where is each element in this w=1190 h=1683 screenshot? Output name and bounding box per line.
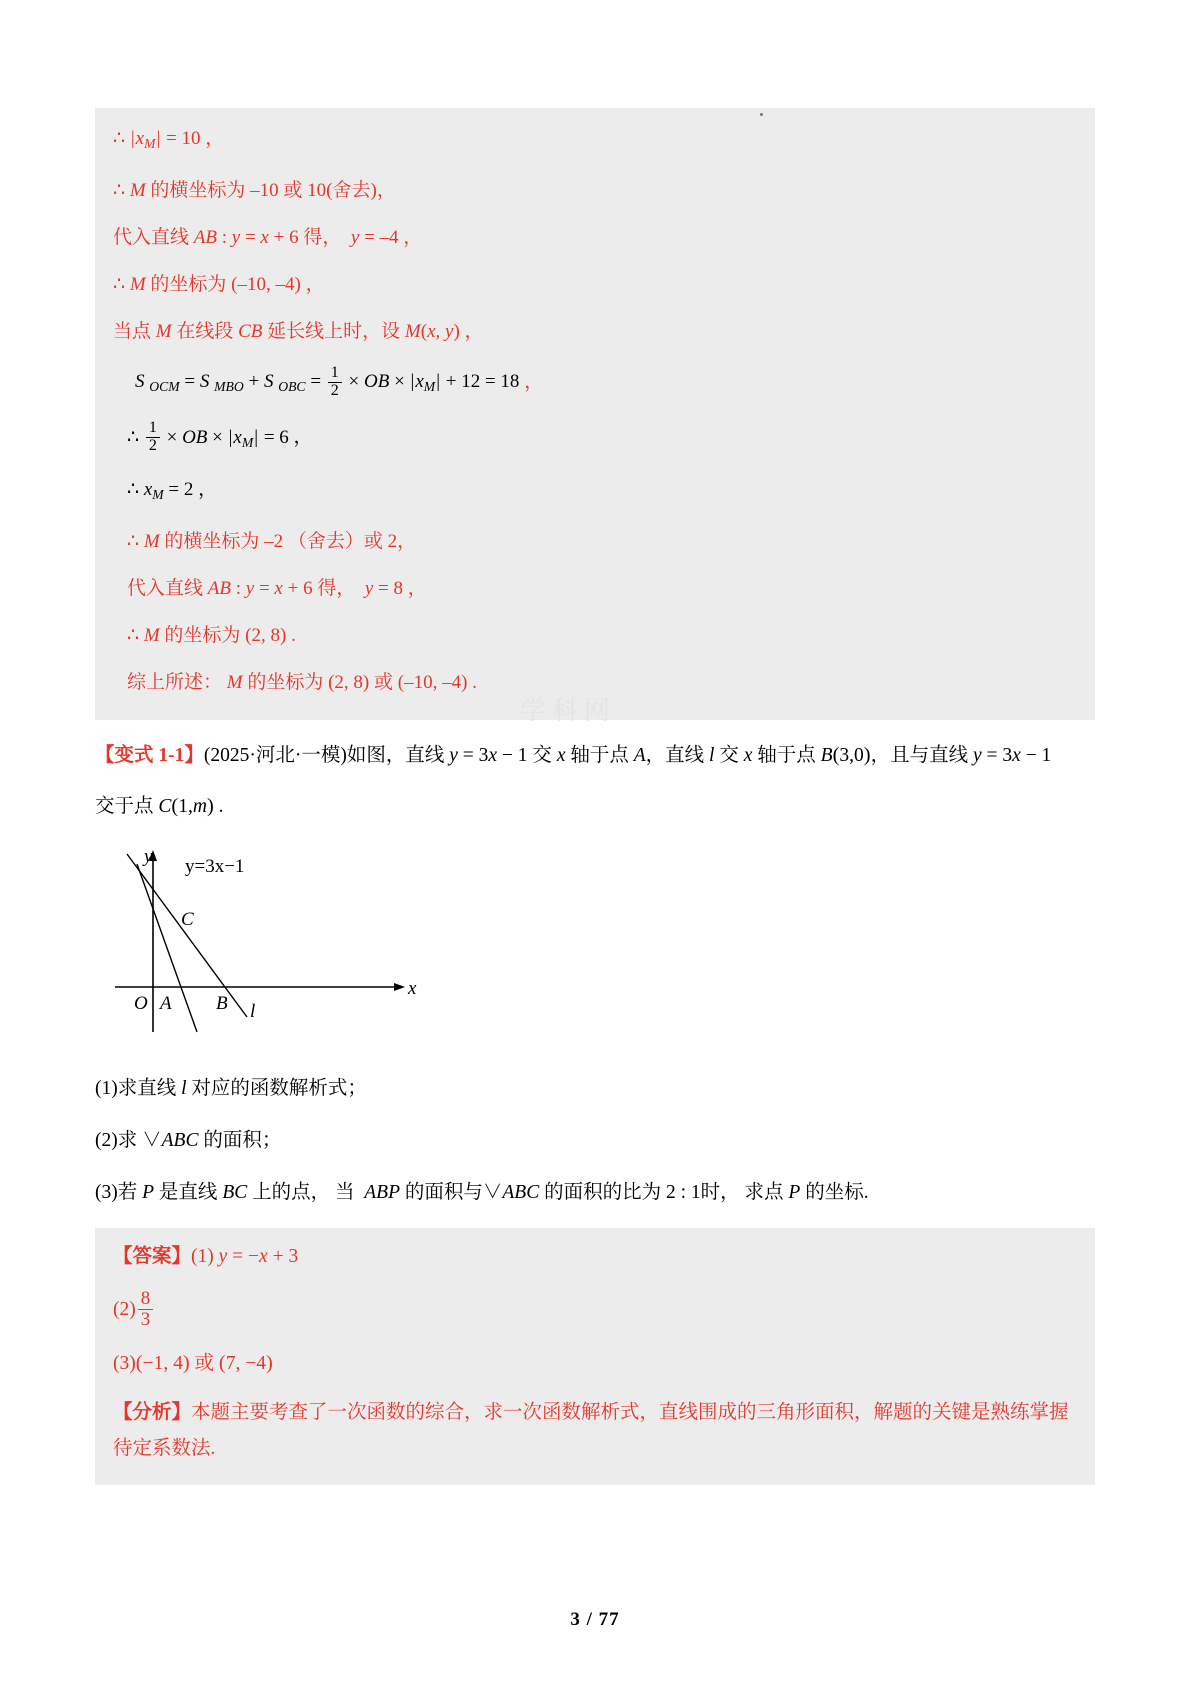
analysis-tag: 【分析】 <box>113 1401 192 1423</box>
solution-line-3: 代入直线 AB : y = x + 6 得， y = –4 ， <box>113 226 423 248</box>
question-1: (1)求直线 l 对应的函数解析式； <box>95 1077 367 1099</box>
solution-line-12: 综上所述： M 的坐标为 (2, 8) 或 (–10, –4) . <box>127 671 477 693</box>
solution-shaded-block <box>95 108 1095 725</box>
point-b-label: B <box>216 992 228 1014</box>
x-axis-label: x <box>408 977 417 999</box>
solution-line-4: ∴ M 的坐标为 (–10, –4) ， <box>113 273 325 295</box>
question-2: (2)求 ∨ABC 的面积； <box>95 1129 282 1151</box>
figure-svg <box>105 842 435 1047</box>
problem-statement-line2: 交于点 C(1,m) . <box>95 794 224 817</box>
point-c-label: C <box>181 908 194 930</box>
coordinate-figure <box>105 842 1095 1052</box>
point-a-label: A <box>160 992 172 1014</box>
solution-line-2: ∴ M 的横坐标为 –10 或 10(舍去)， <box>113 179 396 201</box>
analysis-text: 本题主要考查了一次函数的综合，求一次函数解析式，直线围成的三角形面积，解题的关键是熟练掌握待定系数法. <box>113 1401 1069 1459</box>
y-axis-label: y <box>144 845 153 867</box>
origin-label: O <box>134 992 148 1014</box>
answer2-numerator: 8 <box>138 1289 154 1310</box>
solution-line-5: 当点 M 在线段 CB 延长线上时，设 M(x, y) ， <box>113 320 484 342</box>
line-equation-label: y=3x−1 <box>185 855 245 877</box>
page-footer: 3 / 77 <box>570 1609 620 1630</box>
answer-line-1: 【答案】(1) y = −x + 3 <box>113 1245 299 1267</box>
line-l-label: l <box>250 1000 256 1022</box>
problem-statement: 【变式 1-1】(2025·河北·一模)如图，直线 y = 3x − 1 交 x 轴于点 A，直线 l 交 x 轴于点 B(3,0)，且与直线 y = 3x − 1 <box>95 743 1052 766</box>
answer2-denominator: 3 <box>140 1308 151 1330</box>
answer-line-3: (3)(−1, 4) 或 (7, −4) <box>113 1351 273 1374</box>
answer-shaded-block <box>95 1228 1095 1485</box>
solution-line-1: ∴ $|x_M| = 10$ ， <box>113 128 225 151</box>
stray-dot-mark <box>760 113 763 116</box>
watermark: 学科网 <box>520 696 617 725</box>
problem-source: (2025·河北·一模) <box>203 744 347 766</box>
question-3: (3)若 P 是直线 BC 上的点， 当 ABP 的面积与∨ABC 的面积的比为 2 : 1时， 求点 P 的坐标. <box>95 1181 869 1203</box>
solution-line-10: 代入直线 AB : y = x + 6 得， y = 8 ， <box>127 577 427 599</box>
problem-tag: 【变式 1-1】 <box>95 744 204 766</box>
answer-tag: 【答案】 <box>113 1245 192 1267</box>
solution-line-8: ∴ $x_M = 2$ ， <box>127 479 218 502</box>
answer-line-2: (2) $\frac{8}{3}$ <box>113 1288 1077 1332</box>
sub-questions <box>95 1074 1095 1208</box>
solution-line-6: S $_{OCM}$ = S $_{MBO}$ + S $_{OBC}$ = $\frac{1}{2}$ × OB × $|x_M| + 12 = 18$ ， <box>135 363 544 399</box>
analysis-line <box>113 1395 1077 1467</box>
solution-line-9: ∴ M 的横坐标为 –2 （舍去）或 2， <box>127 530 417 552</box>
solution-line-7: ∴ $\frac{1}{2}$ × OB × $|x_M| = 6$ ， <box>127 419 313 455</box>
solution-line-11: ∴ M 的坐标为 (2, 8) . <box>127 624 296 646</box>
